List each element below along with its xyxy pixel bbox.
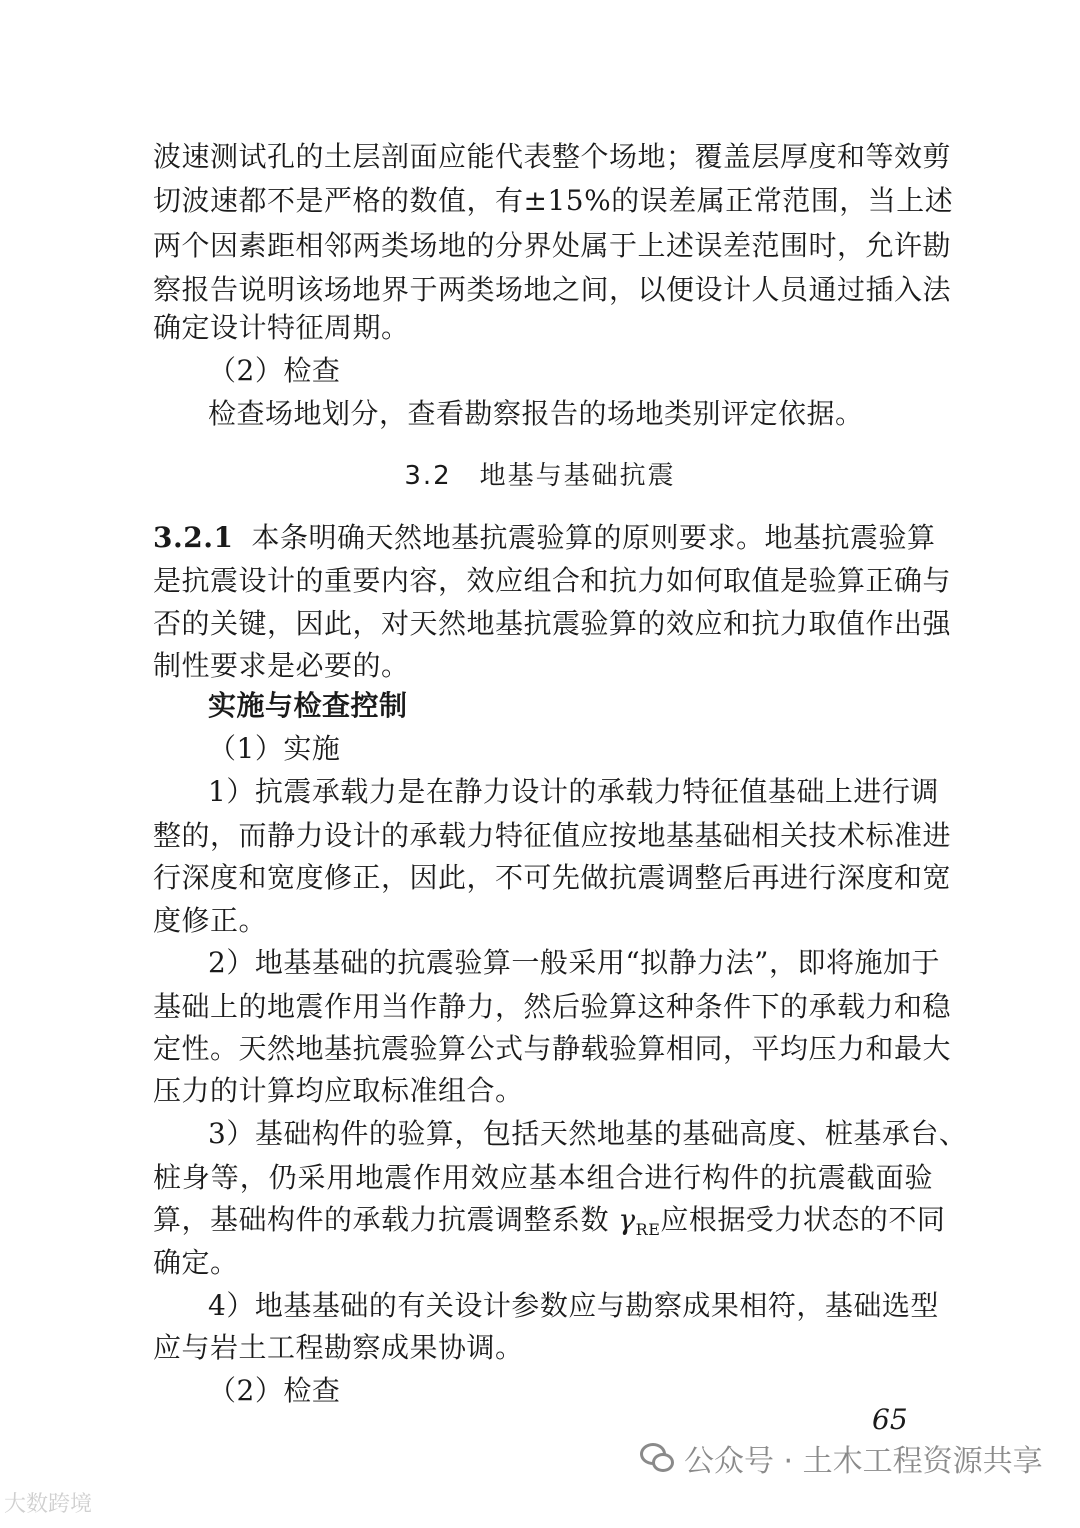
text-line: 确定设计特征周期。 <box>153 311 410 344</box>
text-line: 定性。天然地基抗震验算公式与静载验算相同，平均压力和最大 <box>153 1032 952 1065</box>
text-line: 度修正。 <box>153 904 268 937</box>
watermark-left: 大数跨境 <box>4 1492 93 1517</box>
text-line: 是抗震设计的重要内容，效应组合和抗力如何取值是验算正确与 <box>153 564 952 597</box>
text-line: 桩身等，仍采用地震作用效应基本组合进行构件的抗震截面验 <box>153 1161 933 1194</box>
list-label: （2）检查 <box>208 354 341 387</box>
clause-text: 本条明确天然地基抗震验算的原则要求。地基抗震验算 <box>251 521 936 554</box>
clause-first-line <box>153 520 936 556</box>
section-title: 地基与基础抗震 <box>479 461 676 491</box>
text-line: 检查场地划分，查看勘察报告的场地类别评定依据。 <box>208 397 864 430</box>
text-line: 波速测试孔的土层剖面应能代表整个场地；覆盖层厚度和等效剪 <box>153 140 952 173</box>
text-segment: 算，基础构件的承载力抗震调整系数 <box>153 1203 610 1236</box>
list-label: （2）检查 <box>208 1374 341 1407</box>
clause-number: 3.2.1 <box>153 521 234 554</box>
text-line: 否的关键，因此，对天然地基抗震验算的效应和抗力取值作出强 <box>153 607 952 640</box>
subsection-title: 实施与检查控制 <box>208 689 408 722</box>
text-segment: 应根据受力状态的不同 <box>660 1203 946 1236</box>
text-line: 基础上的地震作用当作静力，然后验算这种条件下的承载力和稳 <box>153 990 952 1023</box>
text-line: 1）抗震承载力是在静力设计的承载力特征值基础上进行调 <box>208 775 939 808</box>
text-line: 制性要求是必要的。 <box>153 649 410 682</box>
text-line: 应与岩土工程勘察成果协调。 <box>153 1331 524 1364</box>
text-line: 确定。 <box>153 1246 239 1279</box>
text-line: 3）基础构件的验算，包括天然地基的基础高度、桩基承台、 <box>208 1117 968 1150</box>
gamma-symbol: γ <box>618 1203 636 1236</box>
text-line-with-symbol <box>153 1202 946 1248</box>
text-line: 整的，而静力设计的承载力特征值应按地基基础相关技术标准进 <box>153 819 952 852</box>
list-label: （1）实施 <box>208 732 341 765</box>
gamma-subscript: RE <box>635 1220 661 1239</box>
text-line: 压力的计算均应取标准组合。 <box>153 1074 524 1107</box>
text-line: 4）地基基础的有关设计参数应与勘察成果相符，基础选型 <box>208 1289 939 1322</box>
text-line: 行深度和宽度修正，因此，不可先做抗震调整后再进行深度和宽 <box>153 861 952 894</box>
wechat-icon <box>640 1443 674 1473</box>
text-line: 两个因素距相邻两类场地的分界处属于上述误差范围时，允许勘 <box>153 229 952 262</box>
section-number: 3.2 <box>404 461 452 491</box>
text-line: 切波速都不是严格的数值，有±15%的误差属正常范围，当上述 <box>153 184 954 217</box>
watermark-right <box>640 1438 1043 1478</box>
page-number: 65 <box>872 1403 908 1436</box>
section-heading <box>0 458 1080 494</box>
text-line: 察报告说明该场地界于两类场地之间，以便设计人员通过插入法 <box>153 273 952 306</box>
text-line: 2）地基基础的抗震验算一般采用“拟静力法”，即将施加于 <box>208 946 940 979</box>
watermark-text: 公众号 · 土木工程资源共享 <box>684 1444 1043 1479</box>
